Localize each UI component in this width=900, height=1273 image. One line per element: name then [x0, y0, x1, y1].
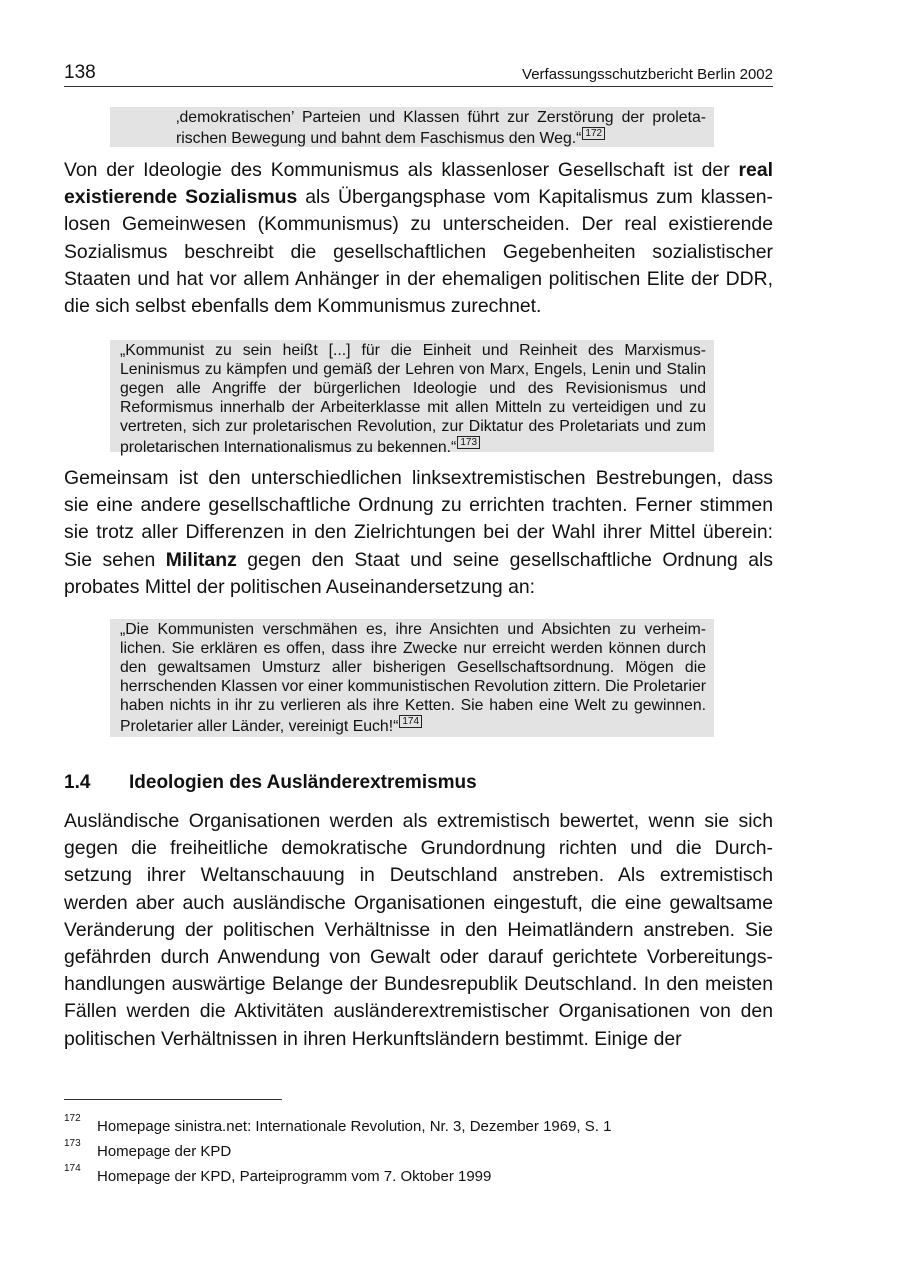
footnote-separator	[64, 1099, 282, 1100]
section-heading	[64, 772, 477, 794]
footnote-text: Homepage der KPD	[97, 1143, 232, 1160]
paragraph-auslaenderextremismus: Ausländische Organisationen werden als extremistisch bewertet, wenn sie sich gegen die freiheitliche demokratische Grundordnung richten und die Durch-setzung ihrer Weltanschauung in Deutschland anstreben. Als extremistisch werden aber auch ausländische Organisationen eingestuft, die eine gewaltsame Veränderung der politischen Verhältnisse in den Heimatländern anstreben. Sie gefährden durch Anwendung von Gewalt oder darauf gerichtete Vorbereitungs-handlungen auswärtige Belange der Bundesrepublik Deutschland. In den meisten Fällen werden die Aktivitäten ausländerextremistischer Organisationen von den politischen Verhältnissen in ihren Herkunftsländern bestimmt. Einige der	[64, 810, 773, 1050]
footnote-number: 173	[64, 1138, 81, 1149]
paragraph-militanz	[64, 465, 773, 601]
paragraph-text: als Übergangsphase vom Kapitalismus zum klassen-losen Gemeinwesen (Kommunismus) zu unterscheiden. Der real existierende Sozialismus beschreibt die gesellschaftlichen Gegebenheiten sozialistischer Staaten und hat vor allem Anhänger in der ehemaligen politischen Elite der DDR, die sich selbst ebenfalls dem Kommunismus zurechnet.	[64, 186, 773, 318]
quote-text: ‚demokratischen’ Parteien und Klassen führt zur Zerstörung der proleta-rischen Bewegung und bahnt dem Faschismus den Weg.“	[176, 109, 706, 147]
page-number: 138	[64, 62, 96, 83]
block-quote-1	[110, 107, 714, 147]
running-title: Verfassungsschutzbericht Berlin 2002	[522, 66, 773, 83]
section-number: 1.4	[64, 772, 91, 793]
block-quote-2	[110, 340, 714, 456]
footnote-number: 174	[64, 1163, 81, 1174]
paragraph-real-sozialismus	[64, 157, 773, 320]
bold-term: real existierende Sozialismus	[64, 159, 773, 209]
footnote-reference-172[interactable]: 172	[582, 127, 605, 140]
footnote-reference-174[interactable]: 174	[399, 715, 422, 728]
footnote-text: Homepage der KPD, Parteiprogramm vom 7. Oktober 1999	[97, 1168, 492, 1185]
paragraph-text: Gemeinsam ist den unterschiedlichen linksextremistischen Bestrebungen, dass sie eine andere gesellschaftliche Ordnung zu errichten trachten. Ferner stimmen sie trotz aller Differenzen in den Zielrichtungen bei der Wahl ihrer Mittel überein: Sie sehen	[64, 467, 773, 571]
footnote-number: 172	[64, 1113, 81, 1124]
footnote-reference-173[interactable]: 173	[457, 436, 480, 449]
quote-text: „Die Kommunisten verschmähen es, ihre Ansichten und Absichten zu verheim-lichen. Sie erklären es offen, dass ihre Zwecke nur erreicht werden können durch den gewaltsamen Umsturz aller bisherigen Gesellschaftsordnung. Mögen die herrschenden Klassen vor einer kommunistischen Revolution zittern. Die Proletarier haben nichts in ihr zu verlieren als ihre Ketten. Sie haben eine Welt zu gewinnen. Proletarier aller Länder, vereinigt Euch!“	[120, 621, 706, 735]
paragraph-text: Von der Ideologie des Kommunismus als klassenloser Gesellschaft ist der	[64, 159, 739, 181]
footnote-text: Homepage sinistra.net: Internationale Revolution, Nr. 3, Dezember 1969, S. 1	[97, 1118, 612, 1135]
section-title: Ideologien des Ausländerextremismus	[129, 772, 477, 793]
quote-text: „Kommunist zu sein heißt [...] für die Einheit und Reinheit des Marxismus-Leninismus zu kämpfen und gemäß der Lehren von Marx, Engels, Lenin und Stalin gegen alle Angriffe der bürgerlichen Ideologie und des Revisionismus und Reformismus innerhalb der Arbeiterklasse mit allen Mitteln zu verteidigen und zu vertreten, sich zur proletarischen Revolution, zur Diktatur des Proletariats und zum proletarischen Internationalismus zu bekennen.“	[120, 342, 706, 456]
bold-term: Militanz	[165, 548, 237, 571]
page-header	[64, 60, 773, 87]
block-quote-3	[110, 619, 714, 737]
paragraph-text: gegen den Staat und seine gesellschaftliche Ordnung als probates Mittel der politischen Auseinandersetzung an:	[64, 548, 773, 598]
